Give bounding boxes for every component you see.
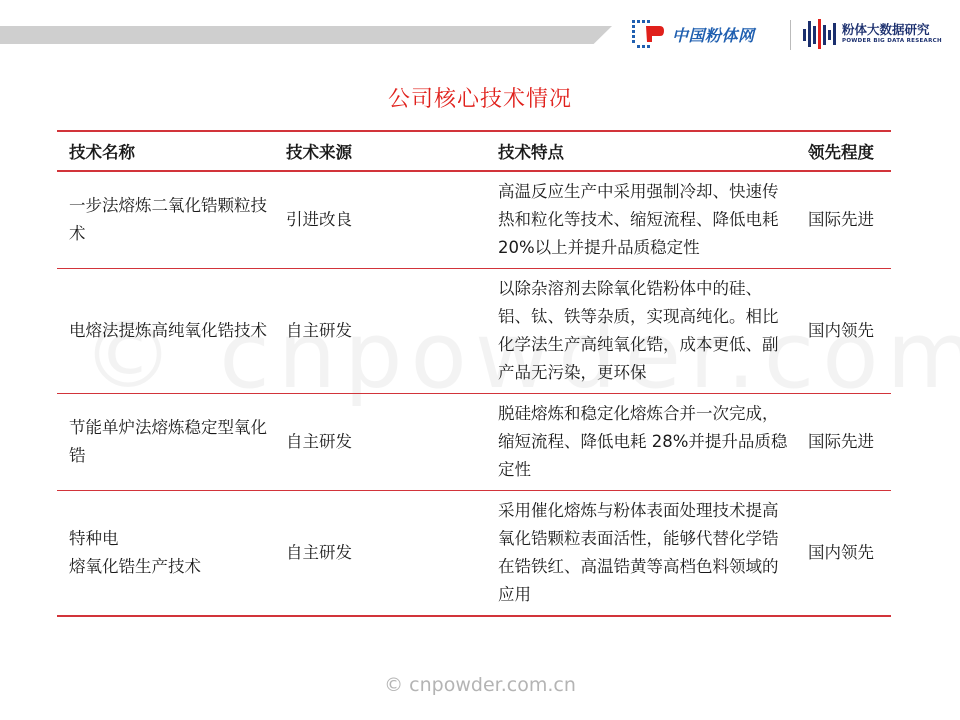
cell-tech-name — [57, 491, 274, 617]
table-row — [57, 491, 891, 617]
cell-tech-name-line2: 熔氧化锆生产技术 — [69, 557, 201, 576]
logo2-en-text: POWDER BIG DATA RESEARCH — [842, 38, 942, 44]
header-tech-name: 技术名称 — [57, 131, 274, 171]
cell-tech-source: 自主研发 — [274, 394, 486, 491]
header-tech-source: 技术来源 — [274, 131, 486, 171]
cell-tech-source: 自主研发 — [274, 269, 486, 394]
cell-tech-features: 脱硅熔炼和稳定化熔炼合并一次完成，缩短流程、降低电耗 28%并提升品质稳定性 — [486, 394, 796, 491]
page-title: 公司核心技术情况 — [387, 87, 572, 112]
table-row — [57, 269, 891, 394]
cell-tech-name: 一步法熔炼二氧化锆颗粒技术 — [57, 171, 274, 269]
bar-chart-logo-icon — [802, 17, 838, 51]
logo2-cn-text: 粉体大数据研究 — [842, 21, 930, 37]
cell-tech-source: 自主研发 — [274, 491, 486, 617]
table-header-row — [57, 131, 891, 171]
cnpowder-logo[interactable] — [630, 16, 755, 52]
core-tech-table — [57, 130, 891, 617]
cell-tech-features: 以除杂溶剂去除氧化锆粉体中的硅、铝、钛、铁等杂质，实现高纯化。相比化学法生产高纯氧化锆，成本更低、副产品无污染，更环保 — [486, 269, 796, 394]
table-row — [57, 171, 891, 269]
cell-tech-features: 高温反应生产中采用强制冷却、快速传热和粒化等技术、缩短流程、降低电耗 20%以上并提升品质稳定性 — [486, 171, 796, 269]
cell-lead-level: 国内领先 — [796, 269, 891, 394]
cell-lead-level: 国际先进 — [796, 171, 891, 269]
header-tech-features: 技术特点 — [486, 131, 796, 171]
powder-big-data-logo[interactable] — [802, 15, 942, 53]
cell-tech-name: 节能单炉法熔炼稳定型氧化锆 — [57, 394, 274, 491]
cell-tech-name: 电熔法提炼高纯氧化锆技术 — [57, 269, 274, 394]
table-row — [57, 394, 891, 491]
cell-tech-features: 采用催化熔炼与粉体表面处理技术提高氧化锆颗粒表面活性，能够代替化学锆在锆铁红、高温锆黄等高档色料领域的应用 — [486, 491, 796, 617]
cell-lead-level: 国内领先 — [796, 491, 891, 617]
cell-tech-source: 引进改良 — [274, 171, 486, 269]
footer-copyright: © cnpowder.com.cn — [384, 674, 576, 696]
cell-lead-level: 国际先进 — [796, 394, 891, 491]
cell-tech-name-line1: 特种电 — [69, 529, 119, 548]
logo-divider — [790, 20, 791, 50]
header-lead-level: 领先程度 — [796, 131, 891, 171]
cnpowder-logo-icon — [630, 17, 668, 51]
header-band — [0, 26, 612, 44]
cnpowder-logo-text: 中国粉体网 — [672, 25, 755, 45]
